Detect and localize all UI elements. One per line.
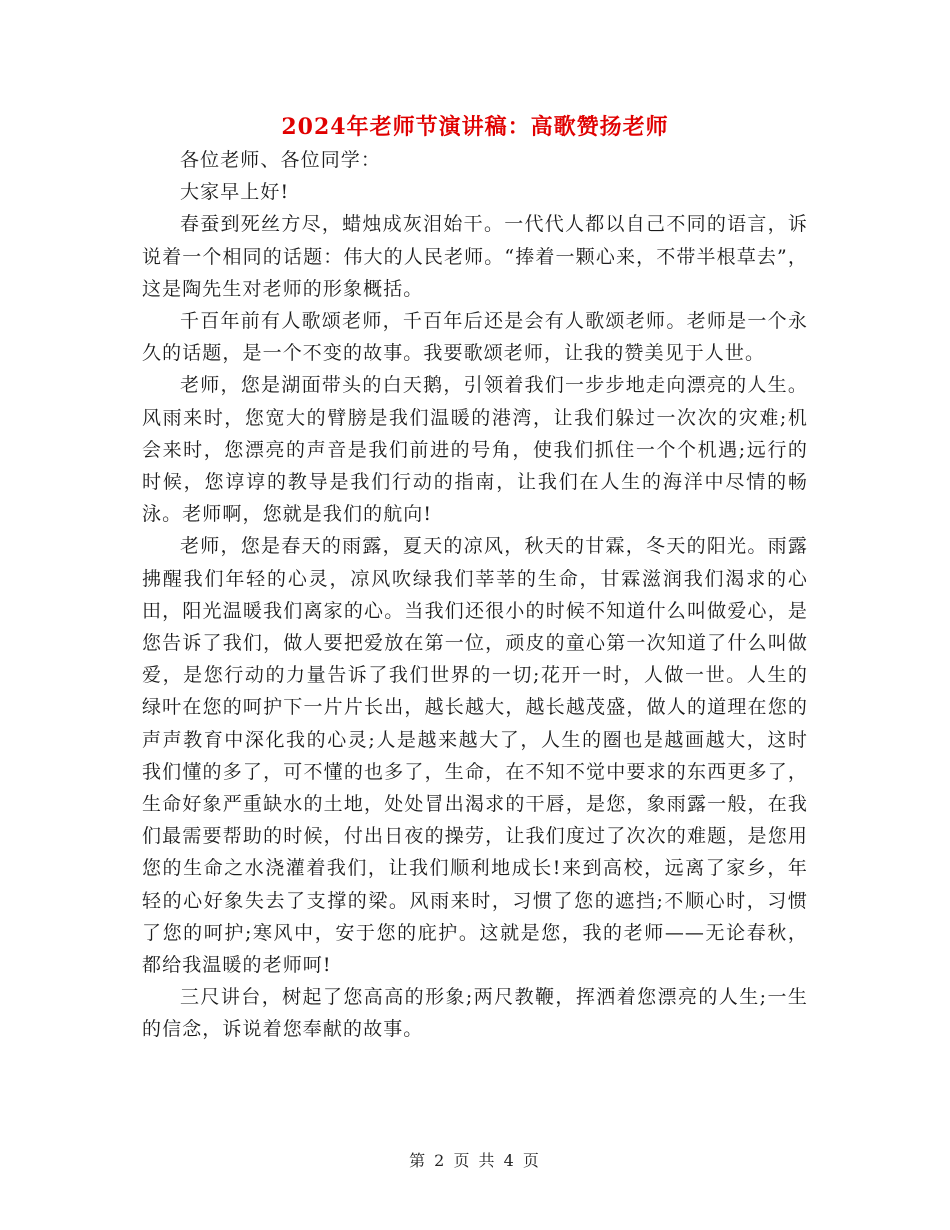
paragraph-intro: 春蚕到死丝方尽，蜡烛成灰泪始干。一代代人都以自己不同的语言，诉说着一个相同的话题：伟大的人民老师。“捧着一颗心来，不带半根草去”，这是陶先生对老师的形象概括。 xyxy=(142,213,808,300)
paragraph-praise: 千百年前有人歌颂老师，千百年后还是会有人歌颂老师。老师是一个永久的话题，是一个不变的故事。我要歌颂老师，让我的赞美见于人世。 xyxy=(142,310,808,365)
document-body xyxy=(142,144,808,1046)
document-title: 2024年老师节演讲稿：高歌赞扬老师 xyxy=(281,114,669,140)
paragraph-good-morning: 大家早上好! xyxy=(180,181,290,204)
paragraph-swan: 老师，您是湖面带头的白天鹅，引领着我们一步步地走向漂亮的人生。风雨来时，您宽大的臂膀是我们温暖的港湾，让我们躲过一次次的灾难;机会来时，您漂亮的声音是我们前进的号角，使我们抓住一个个机遇;远行的时候，您谆谆的教导是我们行动的指南，让我们在人生的海洋中尽情的畅泳。老师啊，您就是我们的航向! xyxy=(142,374,808,526)
paragraph-greeting: 各位老师、各位同学： xyxy=(180,149,382,171)
paragraph-seasons: 老师，您是春天的雨露，夏天的凉风，秋天的甘霖，冬天的阳光。雨露拂醒我们年轻的心灵，凉风吹绿我们莘莘的生命，甘霖滋润我们渴求的心田，阳光温暖我们离家的心。当我们还很小的时候不知道什么叫做爱心，是您告诉了我们，做人要把爱放在第一位，顽皮的童心第一次知道了什么叫做爱，是您行动的力量告诉了我们世界的一切;花开一时，人做一世。人生的绿叶在您的呵护下一片片长出，越长越大，越长越茂盛，做人的道理在您的声声教育中深化我的心灵;人是越来越大了，人生的圈也是越画越大，这时我们懂的多了，可不懂的也多了，生命，在不知不觉中要求的东西更多了，生命好象严重缺水的土地，处处冒出渴求的干唇，是您，象雨露一般，在我们最需要帮助的时候，付出日夜的操劳，让我们度过了次次的难题，是您用您的生命之水浇灌着我们，让我们顺利地成长!来到高校，远离了家乡，年轻的心好象失去了支撑的梁。风雨来时，习惯了您的遮挡;不顺心时，习惯了您的呵护;寒风中，安于您的庇护。这就是您，我的老师——无论春秋，都给我温暖的老师呵! xyxy=(142,535,808,977)
paragraph-podium: 三尺讲台，树起了您高高的形象;两尺教鞭，挥洒着您漂亮的人生;一生的信念，诉说着您奉献的故事。 xyxy=(142,986,808,1041)
page-footer: 第 2 页 共 4 页 xyxy=(409,1151,541,1170)
